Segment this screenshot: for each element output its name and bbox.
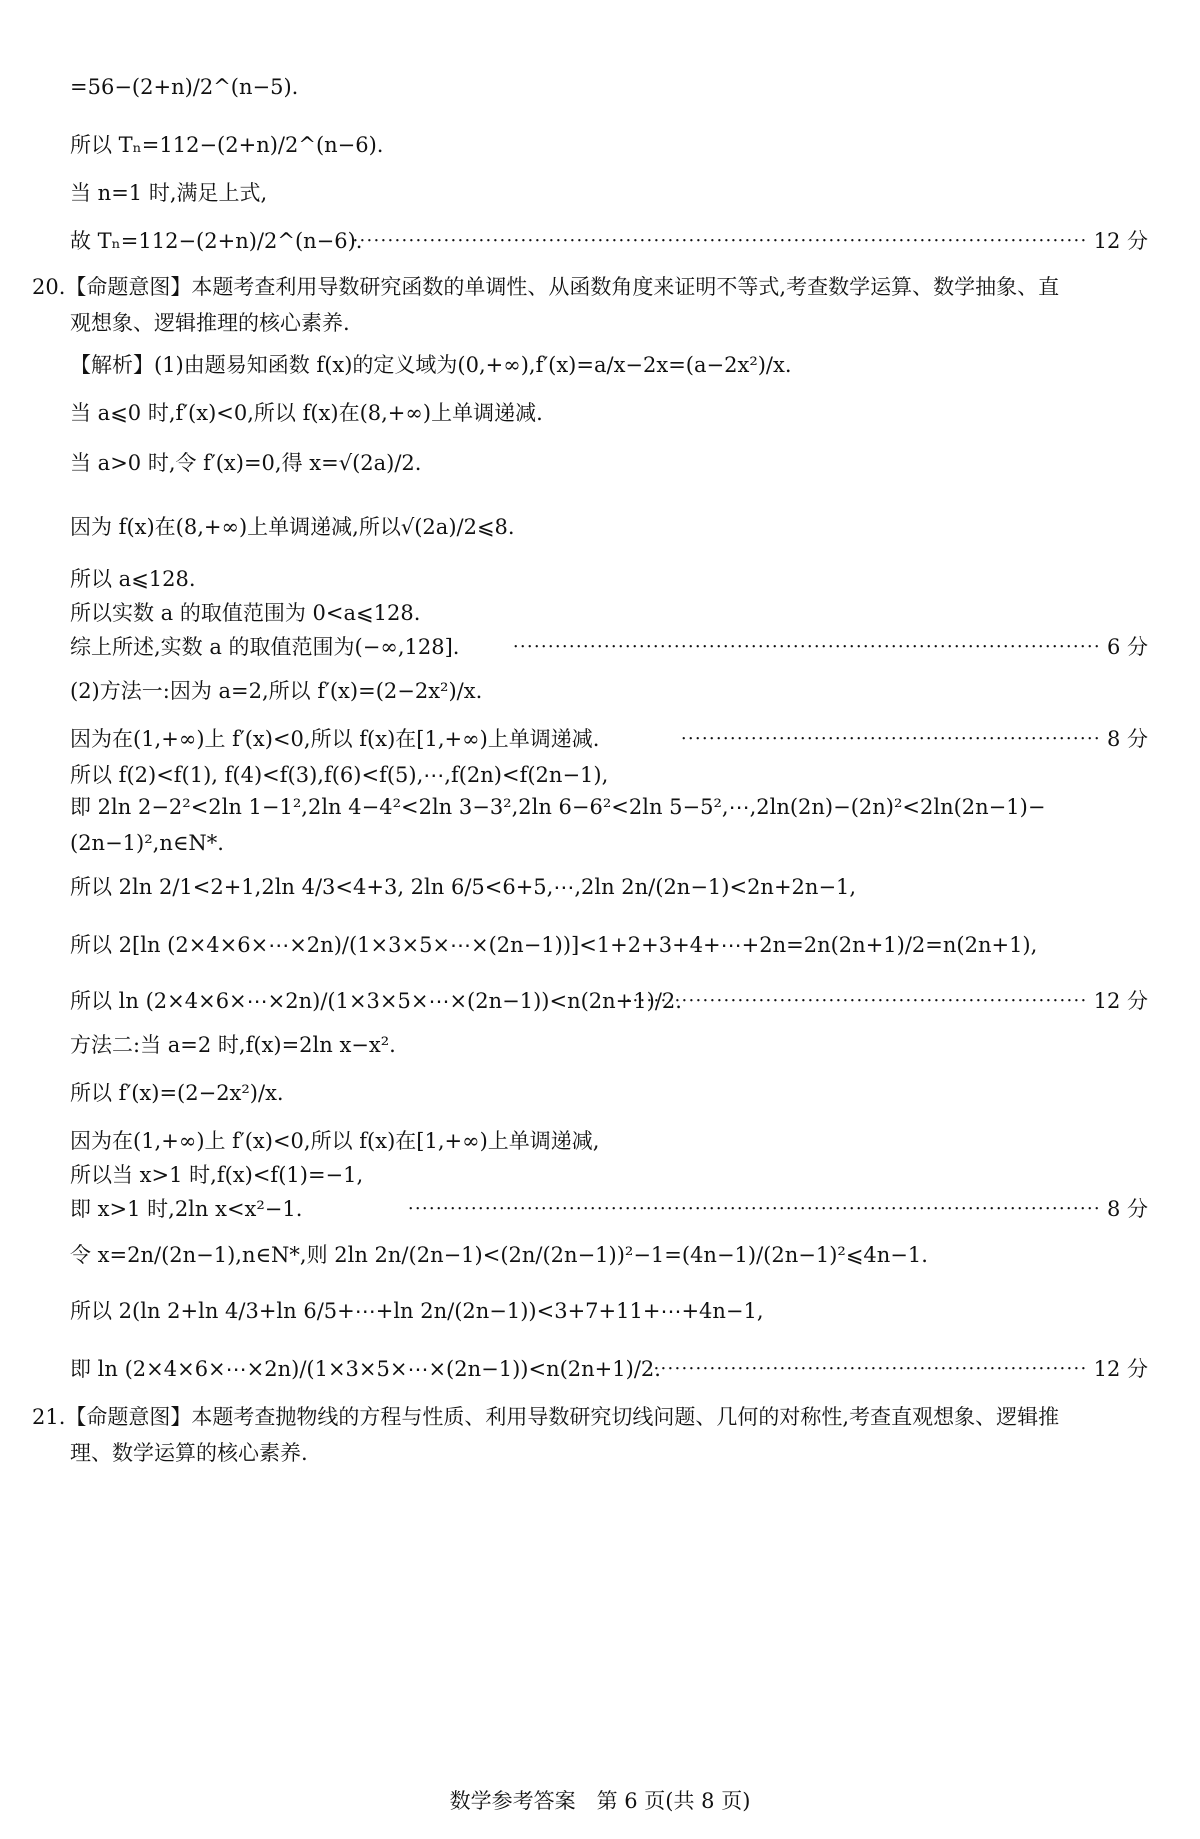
text-line: 所以 a⩽128. (70, 567, 196, 591)
text-line: 综上所述,实数 a 的取值范围为(−∞,128]. (70, 635, 460, 659)
page-footer: 数学参考答案 第 6 页(共 8 页) (449, 1789, 751, 1813)
text-line: 所以 2(ln 2+ln 4/3+ln 6/5+⋯+ln 2n/(2n−1))<3+7+11+⋯+4n−1, (70, 1299, 764, 1323)
text-line: 【解析】(1)由题易知函数 f(x)的定义域为(0,+∞),f′(x)=a/x−2x=(a−2x²)/x. (70, 353, 792, 377)
text-line: 即 x>1 时,2ln x<x²−1. (70, 1197, 303, 1221)
score-label: ⋯⋯⋯⋯⋯⋯⋯⋯⋯⋯⋯⋯⋯⋯⋯⋯⋯⋯⋯⋯⋯⋯⋯⋯⋯⋯⋯⋯⋯⋯⋯⋯⋯⋯⋯ 12 分 (351, 229, 1148, 253)
score-label: ⋯⋯⋯⋯⋯⋯⋯⋯⋯⋯⋯⋯⋯⋯⋯⋯⋯⋯⋯⋯⋯⋯⋯⋯⋯⋯⋯⋯⋯⋯⋯⋯⋯ 8 分 (407, 1197, 1148, 1221)
dot-leader: ⋯⋯⋯⋯⋯⋯⋯⋯⋯⋯⋯⋯⋯⋯⋯⋯⋯⋯⋯⋯⋯ (645, 1357, 1094, 1381)
text-line: 因为 f(x)在(8,+∞)上单调递减,所以√(2a)/2⩽8. (70, 515, 515, 539)
text-line: 方法二:当 a=2 时,f(x)=2ln x−x². (70, 1033, 396, 1057)
text-line: 所以当 x>1 时,f(x)<f(1)=−1, (70, 1163, 364, 1187)
text-line: 所以 ln (2×4×6×⋯×2n)/(1×3×5×⋯×(2n−1))<n(2n+1)/2. (70, 989, 682, 1013)
text-line: 理、数学运算的核心素养. (70, 1441, 308, 1465)
dot-leader: ⋯⋯⋯⋯⋯⋯⋯⋯⋯⋯⋯⋯⋯⋯⋯⋯⋯⋯⋯⋯⋯⋯⋯⋯⋯⋯⋯⋯ (512, 635, 1107, 659)
text-line: 所以 Tₙ=112−(2+n)/2^(n−6). (70, 133, 384, 157)
dot-leader: ⋯⋯⋯⋯⋯⋯⋯⋯⋯⋯⋯⋯⋯⋯⋯⋯⋯⋯⋯⋯⋯⋯ (624, 989, 1094, 1013)
question-heading: 20.【命题意图】本题考查利用导数研究函数的单调性、从函数角度来证明不等式,考查数学运算、数学抽象、直 (32, 275, 1060, 299)
score-label: ⋯⋯⋯⋯⋯⋯⋯⋯⋯⋯⋯⋯⋯⋯⋯⋯⋯⋯⋯⋯⋯ 12 分 (645, 1357, 1148, 1381)
text-line: (2n−1)²,n∈N*. (70, 831, 224, 855)
text-line: 当 a>0 时,令 f′(x)=0,得 x=√(2a)/2. (70, 451, 422, 475)
text-line: (2)方法一:因为 a=2,所以 f′(x)=(2−2x²)/x. (70, 679, 483, 703)
score-label: ⋯⋯⋯⋯⋯⋯⋯⋯⋯⋯⋯⋯⋯⋯⋯⋯⋯⋯⋯⋯ 8 分 (680, 727, 1148, 751)
text-line: 所以实数 a 的取值范围为 0<a⩽128. (70, 601, 421, 625)
text-line: 所以 2[ln (2×4×6×⋯×2n)/(1×3×5×⋯×(2n−1))]<1+2+3+4+⋯+2n=2n(2n+1)/2=n(2n+1), (70, 933, 1038, 957)
text-line: 故 Tₙ=112−(2+n)/2^(n−6). (70, 229, 363, 253)
text-line: 观想象、逻辑推理的核心素养. (70, 311, 350, 335)
text-line: 即 ln (2×4×6×⋯×2n)/(1×3×5×⋯×(2n−1))<n(2n+1)/2. (70, 1357, 661, 1381)
text-line: 因为在(1,+∞)上 f′(x)<0,所以 f(x)在[1,+∞)上单调递减. (70, 727, 600, 751)
text-line: 所以 2ln 2/1<2+1,2ln 4/3<4+3, 2ln 6/5<6+5,⋯,2ln 2n/(2n−1)<2n+2n−1, (70, 875, 857, 899)
dot-leader: ⋯⋯⋯⋯⋯⋯⋯⋯⋯⋯⋯⋯⋯⋯⋯⋯⋯⋯⋯⋯⋯⋯⋯⋯⋯⋯⋯⋯⋯⋯⋯⋯⋯ (407, 1197, 1107, 1221)
question-heading: 21.【命题意图】本题考查抛物线的方程与性质、利用导数研究切线问题、几何的对称性,考查直观想象、逻辑推 (32, 1405, 1060, 1429)
dot-leader: ⋯⋯⋯⋯⋯⋯⋯⋯⋯⋯⋯⋯⋯⋯⋯⋯⋯⋯⋯⋯ (680, 727, 1107, 751)
dot-leader: ⋯⋯⋯⋯⋯⋯⋯⋯⋯⋯⋯⋯⋯⋯⋯⋯⋯⋯⋯⋯⋯⋯⋯⋯⋯⋯⋯⋯⋯⋯⋯⋯⋯⋯⋯ (351, 229, 1094, 253)
text-line: =56−(2+n)/2^(n−5). (70, 75, 299, 99)
score-label: ⋯⋯⋯⋯⋯⋯⋯⋯⋯⋯⋯⋯⋯⋯⋯⋯⋯⋯⋯⋯⋯⋯ 12 分 (624, 989, 1148, 1013)
text-line: 当 a⩽0 时,f′(x)<0,所以 f(x)在(8,+∞)上单调递减. (70, 401, 543, 425)
score-label: ⋯⋯⋯⋯⋯⋯⋯⋯⋯⋯⋯⋯⋯⋯⋯⋯⋯⋯⋯⋯⋯⋯⋯⋯⋯⋯⋯⋯ 6 分 (512, 635, 1148, 659)
text-line: 所以 f(2)<f(1), f(4)<f(3),f(6)<f(5),⋯,f(2n)<f(2n−1), (70, 763, 609, 787)
text-line: 令 x=2n/(2n−1),n∈N*,则 2ln 2n/(2n−1)<(2n/(2n−1))²−1=(4n−1)/(2n−1)²⩽4n−1. (70, 1243, 928, 1267)
text-line: 即 2ln 2−2²<2ln 1−1²,2ln 4−4²<2ln 3−3²,2ln 6−6²<2ln 5−5²,⋯,2ln(2n)−(2n)²<2ln(2n−1)− (70, 795, 1046, 819)
text-line: 所以 f′(x)=(2−2x²)/x. (70, 1081, 284, 1105)
text-line: 因为在(1,+∞)上 f′(x)<0,所以 f(x)在[1,+∞)上单调递减, (70, 1129, 600, 1153)
text-line: 当 n=1 时,满足上式, (70, 181, 268, 205)
